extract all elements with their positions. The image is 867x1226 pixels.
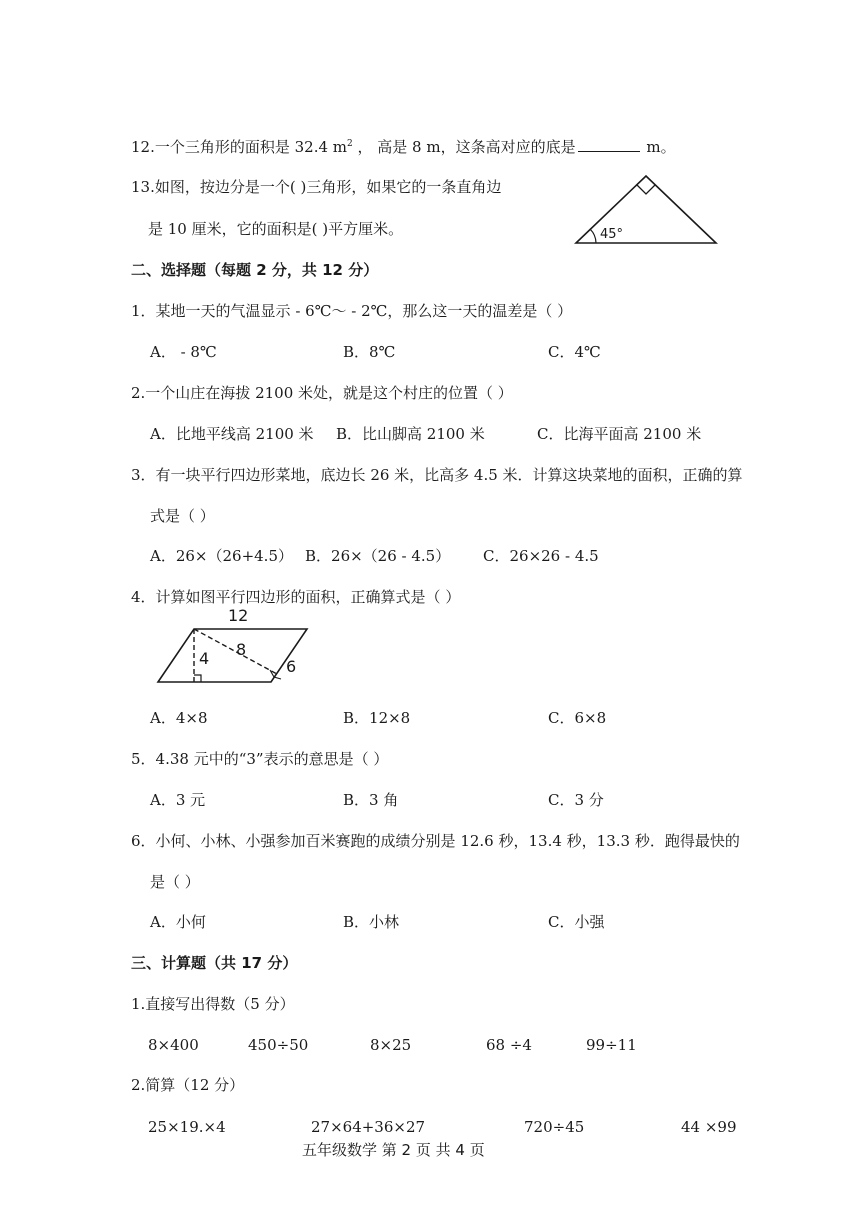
choice-q2: 2.一个山庄在海拔 2100 米处，就是这个村庄的位置（ ） <box>131 384 513 402</box>
q6-option-a[interactable]: A．小何 <box>150 913 206 931</box>
question-12 <box>131 139 676 155</box>
q1-option-b[interactable]: B．8℃ <box>343 343 396 361</box>
simplify-title: 2.简算（12 分） <box>131 1076 245 1094</box>
angle-label: 45° <box>600 227 624 242</box>
choice-q4: 4．计算如图平行四边形的面积，正确算式是（ ） <box>131 588 461 606</box>
page-footer: 五年级数学 第 2 页 共 4 页 <box>302 1141 485 1159</box>
q1-option-c[interactable]: C．4℃ <box>548 343 601 361</box>
q5-option-b[interactable]: B．3 角 <box>343 791 399 809</box>
q12-unit-superscript: 2 <box>347 139 353 149</box>
label-top: 12 <box>228 606 249 625</box>
label-side: 6 <box>286 657 297 676</box>
right-angle-mark <box>637 185 655 194</box>
question-13-line2: 是 10 厘米，它的面积是( )平方厘米。 <box>148 220 404 238</box>
simplify-item-1: 25×19.×4 <box>148 1118 226 1136</box>
q6-option-c[interactable]: C．小强 <box>548 913 605 931</box>
parallelogram-figure <box>150 604 320 690</box>
q3-option-b[interactable]: B．26×（26 - 4.5） <box>305 547 451 565</box>
q2-option-a[interactable]: A．比地平线高 2100 米 <box>150 425 314 443</box>
choice-q1: 1．某地一天的气温显示 - 6℃～ - 2℃，那么这一天的温差是（ ） <box>131 302 573 320</box>
label-diagonal: 8 <box>236 640 247 659</box>
q2-option-c[interactable]: C．比海平面高 2100 米 <box>537 425 702 443</box>
simplify-item-3: 720÷45 <box>524 1118 585 1136</box>
q2-option-b[interactable]: B．比山脚高 2100 米 <box>336 425 485 443</box>
q12-suffix: m。 <box>641 138 676 156</box>
direct-item-2: 450÷50 <box>248 1036 309 1054</box>
angle-arc <box>590 229 596 243</box>
q3-option-a[interactable]: A．26×（26+4.5） <box>150 547 293 565</box>
direct-item-4: 68 ÷4 <box>486 1036 532 1054</box>
q6-option-b[interactable]: B．小林 <box>343 913 400 931</box>
direct-item-3: 8×25 <box>370 1036 412 1054</box>
parallelogram-outline <box>158 629 307 682</box>
q3-option-c[interactable]: C．26×26 - 4.5 <box>483 547 599 565</box>
q5-option-a[interactable]: A．3 元 <box>150 791 206 809</box>
choice-q5: 5．4.38 元中的“3”表示的意思是（ ） <box>131 750 389 768</box>
simplify-item-2: 27×64+36×27 <box>311 1118 426 1136</box>
q12-answer-blank[interactable] <box>578 139 640 152</box>
question-13-line1: 13.如图，按边分是一个( )三角形，如果它的一条直角边 <box>131 178 502 196</box>
section3-heading: 三、计算题（共 17 分） <box>131 954 298 972</box>
choice-q3-line2: 式是（ ） <box>150 507 215 525</box>
direct-calc-title: 1.直接写出得数（5 分） <box>131 995 295 1013</box>
direct-item-1: 8×400 <box>148 1036 199 1054</box>
triangle-outline <box>576 176 716 243</box>
choice-q6-line2: 是（ ） <box>150 873 200 891</box>
direct-item-5: 99÷11 <box>586 1036 637 1054</box>
q12-middle: ， 高是 8 m，这条高对应的底是 <box>352 138 576 156</box>
q4-option-a[interactable]: A．4×8 <box>150 709 208 727</box>
q1-option-a[interactable]: A． - 8℃ <box>150 343 217 361</box>
right-triangle-figure <box>570 172 720 250</box>
q12-prefix: 12.一个三角形的面积是 32.4 m <box>131 138 348 156</box>
simplify-item-4: 44 ×99 <box>681 1118 737 1136</box>
q5-option-c[interactable]: C．3 分 <box>548 791 604 809</box>
label-height: 4 <box>199 649 210 668</box>
q4-option-b[interactable]: B．12×8 <box>343 709 411 727</box>
choice-q3: 3．有一块平行四边形菜地，底边长 26 米，比高多 4.5 米．计算这块菜地的面积，正确的算 <box>131 466 743 484</box>
choice-q6: 6．小何、小林、小强参加百米赛跑的成绩分别是 12.6 秒，13.4 秒，13.3 秒．跑得最快的 <box>131 832 740 850</box>
section2-heading: 二、选择题（每题 2 分，共 12 分） <box>131 261 379 279</box>
q4-option-c[interactable]: C．6×8 <box>548 709 607 727</box>
height-right-angle <box>194 675 201 682</box>
